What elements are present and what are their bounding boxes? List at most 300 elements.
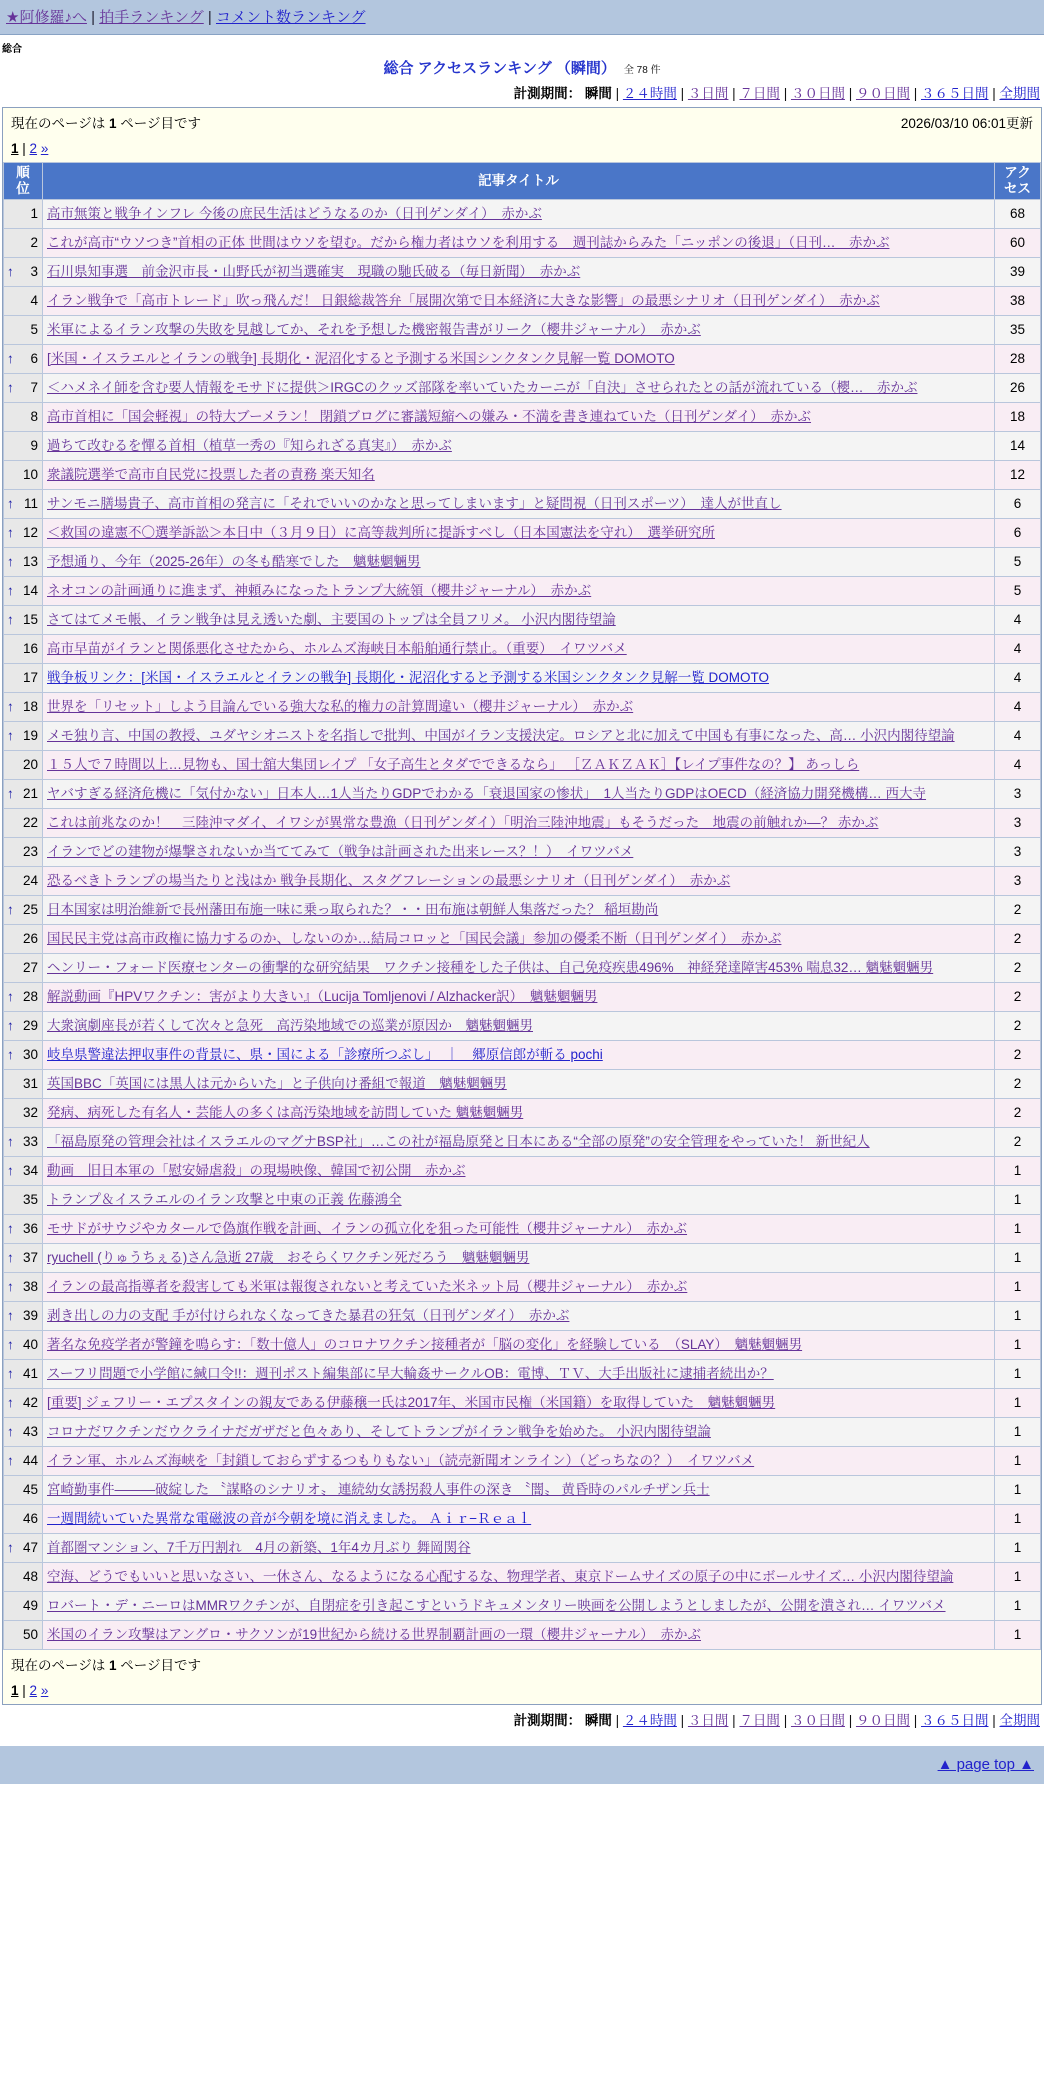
- article-link[interactable]: スーフリ問題で小学館に緘口令!!：週刊ポスト編集部に早大輪姦サークルOB：電博、ＴＶ、大手出版社に逮捕者続出か？: [47, 1366, 774, 1381]
- article-link[interactable]: 一週間続いていた異常な電磁波の音が今朝を境に消えました。 Ａｉｒ−Ｒｅａｌ: [47, 1511, 532, 1526]
- article-link[interactable]: イランでどの建物が爆撃されないか当ててみて（戦争は計画された出来レース？！） イワツバメ: [47, 844, 634, 859]
- article-link[interactable]: 国民民主党は高市政権に協力するのか、しないのか…結局コロッと「国民会議」参加の優柔不断（日刊ゲンダイ） 赤かぶ: [47, 931, 782, 946]
- rank-number: 9: [30, 438, 38, 453]
- table-row: [4, 780, 1041, 809]
- table-row: [4, 1157, 1041, 1186]
- rank-cell: [4, 1447, 43, 1476]
- access-header: アク セス: [995, 163, 1041, 200]
- article-link[interactable]: イラン軍、ホルムズ海峡を「封鎖しておらずするつもりもない」（読売新聞オンライン）（どっちなの？） イワツバメ: [47, 1453, 755, 1468]
- title-cell: [43, 925, 995, 954]
- article-link[interactable]: ネオコンの計画通りに進まず、神頼みになったトランプ大統領（櫻井ジャーナル） 赤かぶ: [47, 583, 592, 598]
- table-row: [4, 664, 1041, 693]
- article-link[interactable]: これが高市“ウソつき”首相の正体 世間はウソを望む。だから権力者はウソを利用する 週刊誌からみた「ニッポンの後退」（日刊… 赤かぶ: [47, 235, 890, 250]
- title-cell: [43, 1505, 995, 1534]
- access-count: 1: [995, 1476, 1041, 1505]
- up-arrow-icon: ↑: [7, 1250, 14, 1265]
- title-cell: [43, 229, 995, 258]
- access-count: 4: [995, 751, 1041, 780]
- rank-number: 6: [30, 351, 38, 366]
- rank-number: 7: [30, 380, 38, 395]
- period-link[interactable]: ３６５日間: [920, 86, 989, 101]
- period-link[interactable]: ３０日間: [790, 86, 845, 101]
- rank-cell: [4, 1041, 43, 1070]
- period-link[interactable]: 全期間: [999, 1713, 1040, 1728]
- clap-ranking-link[interactable]: 拍手ランキング: [99, 9, 204, 26]
- rank-number: 10: [22, 467, 38, 482]
- rank-cell: [4, 200, 43, 229]
- access-count: 38: [995, 287, 1041, 316]
- up-arrow-icon: ↑: [7, 612, 14, 627]
- rank-number: 50: [22, 1627, 38, 1642]
- rank-number: 20: [22, 757, 38, 772]
- access-count: 2: [995, 896, 1041, 925]
- rank-number: 40: [22, 1337, 38, 1352]
- period-nav-top: 計測期間： 瞬間 | ２４時間 | ３日間 | ７日間 | ３０日間 | ９０日間 | ３６５日間 | 全期間: [513, 86, 1040, 101]
- article-link[interactable]: 宮崎勤事件―――破綻した 〝謀略のシナリオ〟 連続幼女誘拐殺人事件の深き 〝闇〟 黄昏時のパルチザン兵士: [47, 1482, 710, 1497]
- up-arrow-icon: ↑: [7, 1163, 14, 1178]
- access-count: 5: [995, 548, 1041, 577]
- table-row: [4, 258, 1041, 287]
- next-page-link[interactable]: »: [40, 141, 49, 156]
- up-arrow-icon: ↑: [7, 728, 14, 743]
- access-count: 1: [995, 1244, 1041, 1273]
- rank-cell: [4, 374, 43, 403]
- rank-number: 21: [22, 786, 38, 801]
- up-arrow-icon: ↑: [7, 786, 14, 801]
- table-row: [4, 867, 1041, 896]
- rank-number: 49: [22, 1598, 38, 1613]
- title-cell: [43, 1186, 995, 1215]
- table-row: [4, 838, 1041, 867]
- up-arrow-icon: ↑: [7, 902, 14, 917]
- article-link[interactable]: 衆議院選挙で高市自民党に投票した者の責務 楽天知名: [47, 467, 375, 482]
- rank-cell: [4, 1244, 43, 1273]
- article-link[interactable]: ＜救国の違憲不〇選挙訴訟＞本日中（３月９日）に高等裁判所に提訴すべし（日本国憲法を守れ） 選挙研究所: [47, 525, 715, 540]
- title-cell: [43, 780, 995, 809]
- table-row: [4, 925, 1041, 954]
- access-count: 18: [995, 403, 1041, 432]
- rank-cell: [4, 838, 43, 867]
- title-cell: [43, 490, 995, 519]
- title-cell: [43, 577, 995, 606]
- rank-number: 19: [22, 728, 38, 743]
- rank-cell: [4, 664, 43, 693]
- article-link[interactable]: 解説動画『HPVワクチン：害がより大きい』（Lucija Tomljenovi / Alzhacker訳） 魑魅魍魎男: [47, 989, 598, 1004]
- table-row: [4, 896, 1041, 925]
- article-link[interactable]: 動画 旧日本軍の「慰安婦虐殺」の現場映像、韓国で初公開 赤かぶ: [47, 1163, 466, 1178]
- rank-number: 39: [22, 1308, 38, 1323]
- article-link[interactable]: モサドがサウジやカタールで偽旗作戦を計画、イランの孤立化を狙った可能性（櫻井ジャーナル） 赤かぶ: [47, 1221, 688, 1236]
- page-top-link[interactable]: ▲ page top ▲: [937, 1756, 1034, 1773]
- article-link[interactable]: 「福島原発の管理会社はイスラエルのマグナBSP社」…この社が福島原発と日本にある“全部の原発”の安全管理をやっていた！ 新世紀人: [47, 1134, 870, 1149]
- title-cell: [43, 1041, 995, 1070]
- article-link[interactable]: ヤバすぎる経済危機に「気付かない」日本人…1人当たりGDPでわかる「衰退国家の惨状」 1人当たりGDPはOECD（経済協力開発機構… 西大寺: [47, 786, 927, 801]
- up-arrow-icon: ↑: [7, 496, 14, 511]
- access-count: 1: [995, 1331, 1041, 1360]
- access-count: 2: [995, 925, 1041, 954]
- period-current: 瞬間: [581, 1713, 612, 1728]
- rank-cell: [4, 345, 43, 374]
- title-cell: [43, 867, 995, 896]
- access-count: 1: [995, 1505, 1041, 1534]
- article-link[interactable]: １５人で７時間以上…見物も、国士舘大集団レイプ 「女子高生とタダでできるなら」 ［ＺＡＫＺＡＫ］【レイプ事件なの？】 あっしら: [47, 757, 860, 772]
- article-link[interactable]: 大衆演劇座長が若くして次々と急死 高汚染地域での巡業が原因か 魑魅魍魎男: [47, 1018, 533, 1033]
- rank-cell: [4, 432, 43, 461]
- up-arrow-icon: ↑: [7, 1366, 14, 1381]
- item-count: 全 78 件: [623, 65, 661, 76]
- rank-number: 5: [30, 322, 38, 337]
- period-link[interactable]: ３日間: [687, 1713, 729, 1728]
- up-arrow-icon: ↑: [7, 351, 14, 366]
- title-line: [0, 57, 1044, 78]
- article-link[interactable]: さてはてメモ帳、イラン戦争は見え透いた劇、主要国のトップは全員フリメ。 小沢内閣待望論: [47, 612, 616, 627]
- article-link[interactable]: 空海、どうでもいいと思いなさい、一休さん、なるようになる心配するな、物理学者、東京ドームサイズの原子の中にボールサイズ… 小沢内閣待望論: [47, 1569, 954, 1584]
- access-count: 1: [995, 1360, 1041, 1389]
- title-cell: [43, 461, 995, 490]
- article-link[interactable]: 予想通り、今年（2025-26年）の冬も酷寒でした 魑魅魍魎男: [47, 554, 421, 569]
- up-arrow-icon: ↑: [7, 554, 14, 569]
- rank-cell: [4, 490, 43, 519]
- rank-cell: [4, 287, 43, 316]
- next-page-link[interactable]: »: [40, 1683, 49, 1698]
- table-header-row: [4, 163, 1041, 200]
- up-arrow-icon: ↑: [7, 1540, 14, 1555]
- rank-cell: [4, 954, 43, 983]
- article-link[interactable]: 米軍によるイラン攻撃の失敗を見越してか、それを予想した機密報告書がリーク（櫻井ジャーナル） 赤かぶ: [47, 322, 701, 337]
- access-count: 1: [995, 1273, 1041, 1302]
- article-link[interactable]: 著名な免疫学者が警鐘を鳴らす：「数十億人」のコロナワクチン接種者が「脳の変化」を経験している （SLAY） 魑魅魍魎男: [47, 1337, 803, 1352]
- asura-home-link[interactable]: ★阿修羅♪へ: [6, 9, 87, 26]
- rank-number: 28: [22, 989, 38, 1004]
- table-row: [4, 1447, 1041, 1476]
- table-row: [4, 1418, 1041, 1447]
- article-link[interactable]: 高市首相に「国会軽視」の特大ブーメラン！ 閉鎖ブログに審議短縮への嫌み・不満を書き連ねていた（日刊ゲンダイ） 赤かぶ: [47, 409, 812, 424]
- rank-number: 1: [30, 206, 38, 221]
- rank-number: 34: [22, 1163, 38, 1178]
- rank-number: 16: [22, 641, 38, 656]
- article-link[interactable]: 高市早苗がイランと関係悪化させたから、ホルムズ海峡日本船舶通行禁止。（重要） イワツバメ: [47, 641, 627, 656]
- article-link[interactable]: 英国BBC「英国には黒人は元からいた」と子供向け番組で報道 魑魅魍魎男: [47, 1076, 507, 1091]
- rank-number: 30: [22, 1047, 38, 1062]
- article-link[interactable]: ロバート・デ・ニーロはMMRワクチンが、自閉症を引き起こすというドキュメンタリー映画を公開しようとしましたが、公開を潰され… イワツバメ: [47, 1598, 946, 1613]
- table-row: [4, 1476, 1041, 1505]
- access-count: 1: [995, 1302, 1041, 1331]
- access-count: 1: [995, 1592, 1041, 1621]
- table-row: [4, 548, 1041, 577]
- rank-number: 14: [22, 583, 38, 598]
- pagination-bottom: 1 | 2 »: [11, 1683, 49, 1698]
- rank-number: 47: [22, 1540, 38, 1555]
- article-link[interactable]: サンモニ膳場貴子、高市首相の発言に「それでいいのかなと思ってしまいます」と疑問視（日刊スポーツ） 達人が世直し: [47, 496, 782, 511]
- article-link[interactable]: 恐るべきトランプの場当たりと浅はか 戦争長期化、スタグフレーションの最悪シナリオ（日刊ゲンダイ） 赤かぶ: [47, 873, 731, 888]
- table-row: [4, 519, 1041, 548]
- page-link[interactable]: 2: [29, 141, 38, 156]
- article-link[interactable]: 米国のイラン攻撃はアングロ・サクソンが19世紀から続ける世界制覇計画の一環（櫻井ジャーナル） 赤かぶ: [47, 1627, 701, 1642]
- rank-cell: [4, 1563, 43, 1592]
- table-row: [4, 200, 1041, 229]
- title-cell: [43, 1621, 995, 1650]
- access-count: 2: [995, 1128, 1041, 1157]
- article-link[interactable]: [重要] ジェフリー・エプスタインの親友である伊藤穣一氏は2017年、米国市民権（米国籍）を取得していた 魑魅魍魎男: [47, 1395, 776, 1410]
- title-cell: [43, 374, 995, 403]
- rank-number: 24: [22, 873, 38, 888]
- rank-number: 2: [30, 235, 38, 250]
- title-cell: [43, 1244, 995, 1273]
- period-link[interactable]: ３０日間: [790, 1713, 845, 1728]
- rank-cell: [4, 548, 43, 577]
- rank-number: 25: [22, 902, 38, 917]
- title-cell: [43, 287, 995, 316]
- article-link[interactable]: 発病、病死した有名人・芸能人の多くは高汚染地域を訪問していた 魑魅魍魎男: [47, 1105, 524, 1120]
- rank-number: 15: [22, 612, 38, 627]
- current-page: 1: [11, 141, 19, 156]
- rank-number: 33: [22, 1134, 38, 1149]
- rank-number: 26: [22, 931, 38, 946]
- rank-number: 41: [22, 1366, 38, 1381]
- access-count: 4: [995, 693, 1041, 722]
- rank-cell: [4, 1621, 43, 1650]
- ranking-rows: [4, 200, 1041, 1650]
- access-count: 1: [995, 1563, 1041, 1592]
- rank-cell: [4, 809, 43, 838]
- title-cell: [43, 751, 995, 780]
- access-count: 3: [995, 867, 1041, 896]
- article-link[interactable]: 日本国家は明治維新で長州藩田布施一味に乗っ取られた？・・田布施は朝鮮人集落だった？ 稲垣勘尚: [47, 902, 659, 917]
- title-cell: [43, 1302, 995, 1331]
- period-current: 瞬間: [581, 86, 612, 101]
- period-link[interactable]: ９０日間: [855, 1713, 910, 1728]
- title-cell: [43, 403, 995, 432]
- access-count: 6: [995, 490, 1041, 519]
- table-row: [4, 1331, 1041, 1360]
- up-arrow-icon: ↑: [7, 380, 14, 395]
- table-row: [4, 1041, 1041, 1070]
- table-row: [4, 1099, 1041, 1128]
- period-link[interactable]: ７日間: [739, 1713, 780, 1728]
- table-row: [4, 1186, 1041, 1215]
- table-row: [4, 229, 1041, 258]
- article-link[interactable]: トランプ＆イスラエルのイラン攻撃と中東の正義 佐藤鴻全: [47, 1192, 402, 1207]
- rank-cell: [4, 1273, 43, 1302]
- rank-cell: [4, 258, 43, 287]
- access-count: 1: [995, 1418, 1041, 1447]
- page-info-text: 現在のページは 1 ページ目です: [11, 1658, 201, 1673]
- rank-cell: [4, 1012, 43, 1041]
- rank-cell: [4, 1360, 43, 1389]
- rank-cell: [4, 1476, 43, 1505]
- page-link[interactable]: 2: [29, 1683, 38, 1698]
- article-link[interactable]: 首都圏マンション、7千万円割れ 4月の新築、1年4カ月ぶり 舞岡関谷: [47, 1540, 471, 1555]
- article-link[interactable]: 過ちて改むるを憚る首相（植草一秀の『知られざる真実』） 赤かぶ: [47, 438, 452, 453]
- rank-cell: [4, 1592, 43, 1621]
- table-row: [4, 1505, 1041, 1534]
- rank-cell: [4, 1389, 43, 1418]
- up-arrow-icon: ↑: [7, 264, 14, 279]
- rank-cell: [4, 751, 43, 780]
- article-link[interactable]: 剥き出しの力の支配 手が付けられなくなってきた暴君の狂気（日刊ゲンダイ） 赤かぶ: [47, 1308, 570, 1323]
- rank-number: 38: [22, 1279, 38, 1294]
- period-link[interactable]: ３６５日間: [920, 1713, 989, 1728]
- title-cell: [43, 693, 995, 722]
- rank-cell: [4, 1215, 43, 1244]
- access-count: 6: [995, 519, 1041, 548]
- table-row: [4, 1360, 1041, 1389]
- rank-cell: [4, 316, 43, 345]
- table-row: [4, 1128, 1041, 1157]
- table-row: [4, 693, 1041, 722]
- table-row: [4, 1563, 1041, 1592]
- article-link[interactable]: イランの最高指導者を殺害しても米軍は報復されないと考えていた米ネット局（櫻井ジャーナル） 赤かぶ: [47, 1279, 688, 1294]
- period-link[interactable]: ３日間: [687, 86, 729, 101]
- title-cell: [43, 432, 995, 461]
- access-count: 1: [995, 1447, 1041, 1476]
- rank-cell: [4, 1418, 43, 1447]
- rank-cell: [4, 461, 43, 490]
- rank-number: 29: [22, 1018, 38, 1033]
- rank-cell: [4, 983, 43, 1012]
- rank-number: 17: [22, 670, 38, 685]
- article-link[interactable]: これは前兆なのか！ 三陸沖マダイ、イワシが異常な豊漁（日刊ゲンダイ）「明治三陸沖地震」もそうだった 地震の前触れか―？ 赤かぶ: [47, 815, 879, 830]
- title-cell: [43, 1592, 995, 1621]
- title-cell: [43, 1012, 995, 1041]
- period-nav-bottom: 計測期間： 瞬間 | ２４時間 | ３日間 | ７日間 | ３０日間 | ９０日間 | ３６５日間 | 全期間: [513, 1713, 1040, 1728]
- top-nav: ★阿修羅♪へ | 拍手ランキング | コメント数ランキング: [0, 0, 1044, 35]
- rank-number: 31: [22, 1076, 38, 1091]
- access-count: 3: [995, 809, 1041, 838]
- article-link[interactable]: [米国・イスラエルとイランの戦争] 長期化・泥沼化すると予測する米国シンクタンク見解一覧 DOMOTO: [47, 351, 675, 366]
- rank-number: 42: [22, 1395, 38, 1410]
- table-row: [4, 1215, 1041, 1244]
- rank-cell: [4, 722, 43, 751]
- rank-cell: [4, 1128, 43, 1157]
- period-link[interactable]: ９０日間: [855, 86, 910, 101]
- article-link[interactable]: コロナだワクチンだウクライナだガザだと色々あり、そしてトランプがイラン戦争を始めた。 小沢内閣待望論: [47, 1424, 711, 1439]
- content-box: [2, 107, 1042, 1705]
- access-count: 5: [995, 577, 1041, 606]
- rank-number: 48: [22, 1569, 38, 1584]
- current-page: 1: [11, 1683, 19, 1698]
- table-row: [4, 722, 1041, 751]
- article-link[interactable]: ryuchell (りゅうちぇる)さん急逝 27歳 おそらくワクチン死だろう 魑魅魍魎男: [47, 1250, 530, 1265]
- table-row: [4, 577, 1041, 606]
- up-arrow-icon: ↑: [7, 989, 14, 1004]
- table-row: [4, 345, 1041, 374]
- period-link[interactable]: 全期間: [999, 86, 1040, 101]
- article-link[interactable]: 高市無策と戦争インフレ 今後の庶民生活はどうなるのか（日刊ゲンダイ） 赤かぶ: [47, 206, 542, 221]
- rank-number: 32: [22, 1105, 38, 1120]
- table-row: [4, 461, 1041, 490]
- page-info-bottom: [3, 1650, 1041, 1704]
- title-cell: [43, 519, 995, 548]
- rank-cell: [4, 1331, 43, 1360]
- access-count: 68: [995, 200, 1041, 229]
- article-link[interactable]: イラン戦争で「高市トレード」吹っ飛んだ！ 日銀総裁答弁「展開次第で日本経済に大きな影響」の最悪シナリオ（日刊ゲンダイ） 赤かぶ: [47, 293, 880, 308]
- article-link[interactable]: 石川県知事選 前金沢市長・山野氏が初当選確実 現職の馳氏破る（毎日新聞） 赤かぶ: [47, 264, 581, 279]
- table-row: [4, 606, 1041, 635]
- rank-cell: [4, 693, 43, 722]
- access-count: 1: [995, 1621, 1041, 1650]
- title-cell: [43, 1215, 995, 1244]
- title-cell: [43, 1099, 995, 1128]
- rank-cell: [4, 780, 43, 809]
- table-row: [4, 1273, 1041, 1302]
- page-title: 総合 アクセスランキング （瞬間）: [383, 60, 616, 77]
- rank-cell: [4, 1302, 43, 1331]
- page-info-text: 現在のページは 1 ページ目です: [11, 116, 201, 131]
- access-count: 1: [995, 1157, 1041, 1186]
- title-cell: [43, 954, 995, 983]
- comment-ranking-link[interactable]: コメント数ランキング: [215, 9, 366, 26]
- access-count: 1: [995, 1215, 1041, 1244]
- rank-cell: [4, 1534, 43, 1563]
- pagination-top: 1 | 2 »: [11, 141, 49, 156]
- title-cell: [43, 1476, 995, 1505]
- access-count: 60: [995, 229, 1041, 258]
- up-arrow-icon: ↑: [7, 1047, 14, 1062]
- article-link[interactable]: 戦争板リンク：[米国・イスラエルとイランの戦争] 長期化・泥沼化すると予測する米国シンクタンク見解一覧 DOMOTO: [47, 670, 769, 685]
- table-row: [4, 490, 1041, 519]
- table-row: [4, 287, 1041, 316]
- table-row: [4, 316, 1041, 345]
- rank-cell: [4, 896, 43, 925]
- article-link[interactable]: ＜ハメネイ師を含む要人情報をモサドに提供＞IRGCのクッズ部隊を率いていたカーニが「自決」させられたとの話が流れている（櫻… 赤かぶ: [47, 380, 918, 395]
- table-row: [4, 1302, 1041, 1331]
- article-link[interactable]: 世界を「リセット」しよう目論んでいる強大な私的権力の計算間違い（櫻井ジャーナル） 赤かぶ: [47, 699, 634, 714]
- rank-number: 43: [22, 1424, 38, 1439]
- rank-number: 13: [22, 554, 38, 569]
- rank-cell: [4, 635, 43, 664]
- up-arrow-icon: ↑: [7, 1337, 14, 1352]
- access-count: 4: [995, 664, 1041, 693]
- title-cell: [43, 722, 995, 751]
- footer-bar: [0, 1746, 1044, 1784]
- title-cell: [43, 1447, 995, 1476]
- period-label: 計測期間：: [513, 1713, 582, 1728]
- period-label: 計測期間：: [513, 86, 582, 101]
- rank-number: 3: [30, 264, 38, 279]
- access-count: 1: [995, 1389, 1041, 1418]
- access-count: 1: [995, 1534, 1041, 1563]
- period-link[interactable]: ２４時間: [622, 1713, 677, 1728]
- period-link[interactable]: ２４時間: [622, 86, 677, 101]
- access-count: 4: [995, 606, 1041, 635]
- access-count: 2: [995, 1099, 1041, 1128]
- rank-cell: [4, 867, 43, 896]
- access-count: 35: [995, 316, 1041, 345]
- title-cell: [43, 1360, 995, 1389]
- up-arrow-icon: ↑: [7, 583, 14, 598]
- rank-cell: [4, 577, 43, 606]
- access-count: 26: [995, 374, 1041, 403]
- article-link[interactable]: 岐阜県警違法押収事件の背景に、県・国による「診療所つぶし」 ｜ 郷原信郎が斬る pochi: [47, 1047, 603, 1062]
- page-info-top: [3, 108, 1041, 162]
- title-cell: [43, 316, 995, 345]
- period-link[interactable]: ７日間: [739, 86, 780, 101]
- title-cell: [43, 635, 995, 664]
- ranking-table: [3, 162, 1041, 1650]
- rank-number: 27: [22, 960, 38, 975]
- up-arrow-icon: ↑: [7, 1134, 14, 1149]
- access-count: 2: [995, 1070, 1041, 1099]
- rank-cell: [4, 1186, 43, 1215]
- article-link[interactable]: ヘンリー・フォード医療センターの衝撃的な研究結果 ワクチン接種をした子供は、自己免疫疾患496% 神経発達障害453% 喘息32… 魑魅魍魎男: [47, 960, 934, 975]
- access-count: 2: [995, 983, 1041, 1012]
- up-arrow-icon: ↑: [7, 525, 14, 540]
- rank-cell: [4, 519, 43, 548]
- access-count: 3: [995, 780, 1041, 809]
- table-row: [4, 635, 1041, 664]
- article-link[interactable]: メモ独り言、中国の教授、ユダヤシオニストを名指しで批判、中国がイラン支援決定。ロシアと北に加えて中国も有事になった、高… 小沢内閣待望論: [47, 728, 955, 743]
